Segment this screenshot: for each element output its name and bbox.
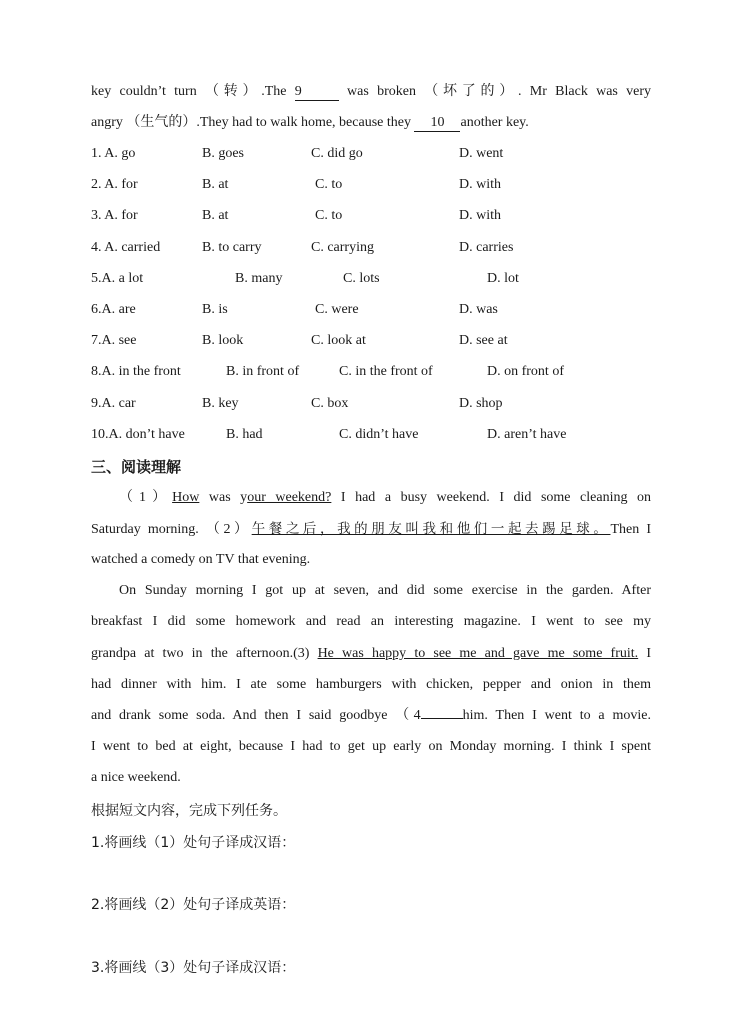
option-10-c: C. didn’t have bbox=[339, 426, 419, 442]
blank-9: 9 bbox=[295, 84, 339, 101]
reading-line bbox=[91, 706, 651, 726]
blank-4 bbox=[421, 718, 463, 719]
task-3: 3.将画线（3）处句子译成汉语： bbox=[91, 960, 296, 976]
option-5-a: 5.A. a lot bbox=[91, 270, 144, 286]
option-4-a: 4. A. carried bbox=[91, 239, 161, 255]
option-8-d: D. on front of bbox=[487, 364, 564, 380]
option-10-a: 10.A. don’t have bbox=[91, 426, 185, 442]
option-1-d: D. went bbox=[459, 146, 504, 161]
underlined-text: our weekend? bbox=[247, 490, 332, 505]
section-heading: 三、阅读理解 bbox=[91, 458, 182, 476]
option-6-b: B. is bbox=[202, 302, 228, 317]
option-3-a: 3. A. for bbox=[91, 208, 138, 224]
blank-10: 10 bbox=[414, 115, 460, 132]
option-1-a: 1. A. go bbox=[91, 146, 136, 161]
underlined-text: He was happy to see me and gave me some fruit. bbox=[317, 646, 639, 661]
reading-line: had dinner with him. I ate some hamburgers with chicken, pepper and onion in them bbox=[91, 677, 651, 692]
option-9-b: B. key bbox=[202, 395, 239, 411]
option-4-c: C. carrying bbox=[311, 239, 374, 255]
passage-line-1 bbox=[91, 82, 651, 102]
marker-1: （1） bbox=[119, 490, 173, 505]
reading-text: Then I bbox=[610, 522, 651, 537]
passage-text: another key. bbox=[460, 115, 529, 130]
underlined-text: How bbox=[172, 490, 200, 505]
option-3-c: C. to bbox=[315, 208, 343, 224]
option-9-c: C. box bbox=[311, 395, 349, 411]
option-5-c: C. lots bbox=[343, 270, 380, 286]
option-5-b: B. many bbox=[235, 270, 283, 286]
option-9-a: 9.A. car bbox=[91, 395, 136, 411]
reading-line: breakfast I did some homework and read an interesting magazine. I went to see my bbox=[91, 614, 651, 629]
passage-line-2 bbox=[91, 113, 651, 133]
option-6-d: D. was bbox=[459, 302, 498, 317]
reading-line: On Sunday morning I got up at seven, and did some exercise in the garden. After bbox=[119, 583, 651, 598]
option-7-c: C. look at bbox=[311, 333, 366, 349]
option-10-b: B. had bbox=[226, 426, 263, 442]
reading-line bbox=[91, 644, 651, 664]
option-7-a: 7.A. see bbox=[91, 333, 137, 349]
option-8-a: 8.A. in the front bbox=[91, 364, 181, 380]
reading-line: watched a comedy on TV that evening. bbox=[91, 552, 311, 567]
option-1-c: C. did go bbox=[311, 146, 363, 161]
option-6-a: 6.A. are bbox=[91, 302, 136, 317]
reading-line bbox=[119, 488, 651, 508]
option-2-a: 2. A. for bbox=[91, 177, 138, 193]
passage-text: was broken （坏了的）. Mr Black was very bbox=[347, 84, 652, 99]
option-9-d: D. shop bbox=[459, 395, 503, 411]
option-7-d: D. see at bbox=[459, 333, 508, 349]
option-4-d: D. carries bbox=[459, 239, 514, 255]
underlined-text: 午餐之后，我的朋友叫我和他们一起去踢足球。 bbox=[251, 521, 611, 537]
reading-text: and drank some soda. And then I said goodbye （4 bbox=[91, 708, 421, 723]
option-3-b: B. at bbox=[202, 208, 229, 224]
option-6-c: C. were bbox=[315, 302, 359, 317]
task-2: 2.将画线（2）处句子译成英语： bbox=[91, 897, 296, 913]
option-8-b: B. in front of bbox=[226, 364, 300, 380]
option-7-b: B. look bbox=[202, 333, 244, 349]
option-2-b: B. at bbox=[202, 177, 229, 193]
option-5-d: D. lot bbox=[487, 270, 519, 286]
task-1: 1.将画线（1）处句子译成汉语： bbox=[91, 835, 296, 851]
reading-text: Saturday morning. （2） bbox=[91, 522, 252, 537]
passage-text: key couldn’t turn （转）.The bbox=[91, 84, 287, 99]
reading-text: I bbox=[638, 646, 651, 661]
reading-text: I had a busy weekend. I did some cleaning on bbox=[331, 490, 651, 505]
reading-line bbox=[91, 519, 651, 540]
reading-text: was y bbox=[199, 490, 248, 505]
passage-text: angry （生气的）.They had to walk home, because they bbox=[91, 115, 411, 130]
reading-text: him. Then I went to a movie. bbox=[462, 708, 651, 723]
option-2-d: D. with bbox=[459, 177, 501, 193]
option-3-d: D. with bbox=[459, 208, 501, 224]
option-8-c: C. in the front of bbox=[339, 364, 433, 380]
reading-line: I went to bed at eight, because I had to get up early on Monday morning. I think I spent bbox=[91, 739, 651, 754]
option-10-d: D. aren’t have bbox=[487, 426, 567, 442]
instruction: 根据短文内容，完成下列任务。 bbox=[91, 803, 287, 819]
option-1-b: B. goes bbox=[202, 146, 244, 161]
option-2-c: C. to bbox=[315, 177, 343, 193]
option-4-b: B. to carry bbox=[202, 239, 262, 255]
reading-line: a nice weekend. bbox=[91, 770, 181, 785]
reading-text: grandpa at two in the afternoon.(3) bbox=[91, 646, 318, 661]
